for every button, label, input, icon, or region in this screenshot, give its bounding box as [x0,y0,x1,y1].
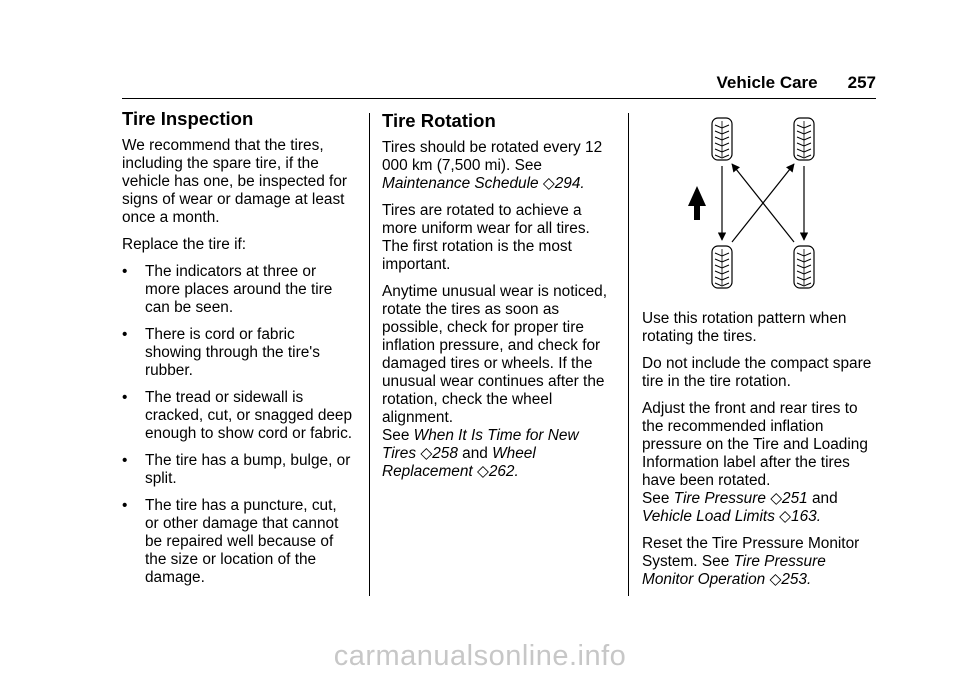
column-divider [628,113,629,596]
page-ref: 262 [488,463,515,480]
tire-rear-left-icon [712,246,732,288]
tpms-operation-link[interactable]: Tire Pressure Monitor Operation [642,553,826,588]
page-ref-icon: ◇ [779,508,792,525]
tire-rotation-column [382,110,616,490]
page-ref-icon: ◇ [476,463,489,480]
page-ref: 163 [791,508,817,525]
spare-tire-note: Do not include the compact spare tire in the tire rotation. [642,355,872,390]
bullet-icon: • [122,326,128,343]
list-item: • The tire has a bump, bulge, or split. [122,452,351,487]
forward-direction-arrow-icon [688,186,706,220]
tire-rotation-heading: Tire Rotation [382,110,496,131]
page-ref-icon: ◇ [770,490,783,507]
tire-inspection-column [122,108,354,596]
page-header [122,74,876,99]
pattern-caption: Use this rotation pattern when rotating the tires. [642,310,847,345]
maintenance-schedule-link[interactable]: Maintenance Schedule [382,175,539,192]
list-item: • The indicators at three or more places around the tire can be seen. [122,263,333,316]
page-ref: 258 [432,445,458,462]
new-tires-link[interactable]: When It Is Time for New Tires [382,427,579,462]
watermark: carmanualsonline.info [333,640,627,672]
wheel-replacement-link[interactable]: Wheel Replacement [382,445,536,480]
page-number: 257 [847,73,876,92]
tire-front-right-icon [794,118,814,160]
bullet-icon: • [122,452,128,469]
list-item: • There is cord or fabric showing through the tire's rubber. [122,326,320,379]
unusual-wear-paragraph: Anytime unusual wear is noticed, rotate the tires as soon as possible, check for proper tire inflation pressure, and check for damaged tires or wheels. If the unusual wear continues after the rotation, check the wheel alignment. See When It Is Time for New Tires ◇258 and Wheel Replacement ◇262. [382,283,607,480]
bullet-icon: • [122,389,128,406]
bullet-icon: • [122,263,128,280]
tire-rear-right-icon [794,246,814,288]
tire-rotation-diagram [672,114,840,292]
rotation-purpose: Tires are rotated to achieve a more uniform wear for all tires. The first rotation is the most important. [382,202,590,273]
tire-front-left-icon [712,118,732,160]
vehicle-load-limits-link[interactable]: Vehicle Load Limits [642,508,775,525]
rotation-interval: Tires should be rotated every 12 000 km (7,500 mi). See Maintenance Schedule ◇294. [382,139,603,192]
page-ref: 251 [782,490,808,507]
rotation-pattern-column [642,310,878,598]
inspection-intro: We recommend that the tires, including the spare tire, if the vehicle has one, be inspected for signs of wear or damage at least once a month. [122,137,348,226]
column-divider [369,113,370,596]
page-ref: 253 [781,571,807,588]
list-item: • The tread or sidewall is cracked, cut, or snagged deep enough to show cord or fabric. [122,389,353,442]
bullet-icon: • [122,497,128,514]
page-ref-icon: ◇ [769,571,782,588]
tire-inspection-heading: Tire Inspection [122,108,254,129]
inflation-paragraph: Adjust the front and rear tires to the recommended inflation pressure on the Tire and Loading Information label after the tires have been rotated. See Tire Pressure ◇251 and Vehicle Load Limits ◇163. [642,400,868,525]
page-ref-icon: ◇ [542,175,555,192]
page-ref-icon: ◇ [420,445,433,462]
tire-pressure-link[interactable]: Tire Pressure [673,490,766,507]
list-item: • The tire has a puncture, cut, or other damage that cannot be repaired well because of the size or location of the damage. [122,497,339,586]
replace-conditions-list [122,263,354,587]
section-title: Vehicle Care [716,73,818,92]
page-ref: 294 [554,175,581,192]
tpms-reset-paragraph: Reset the Tire Pressure Monitor System. See Tire Pressure Monitor Operation ◇253. [642,535,860,588]
replace-lead: Replace the tire if: [122,236,247,253]
